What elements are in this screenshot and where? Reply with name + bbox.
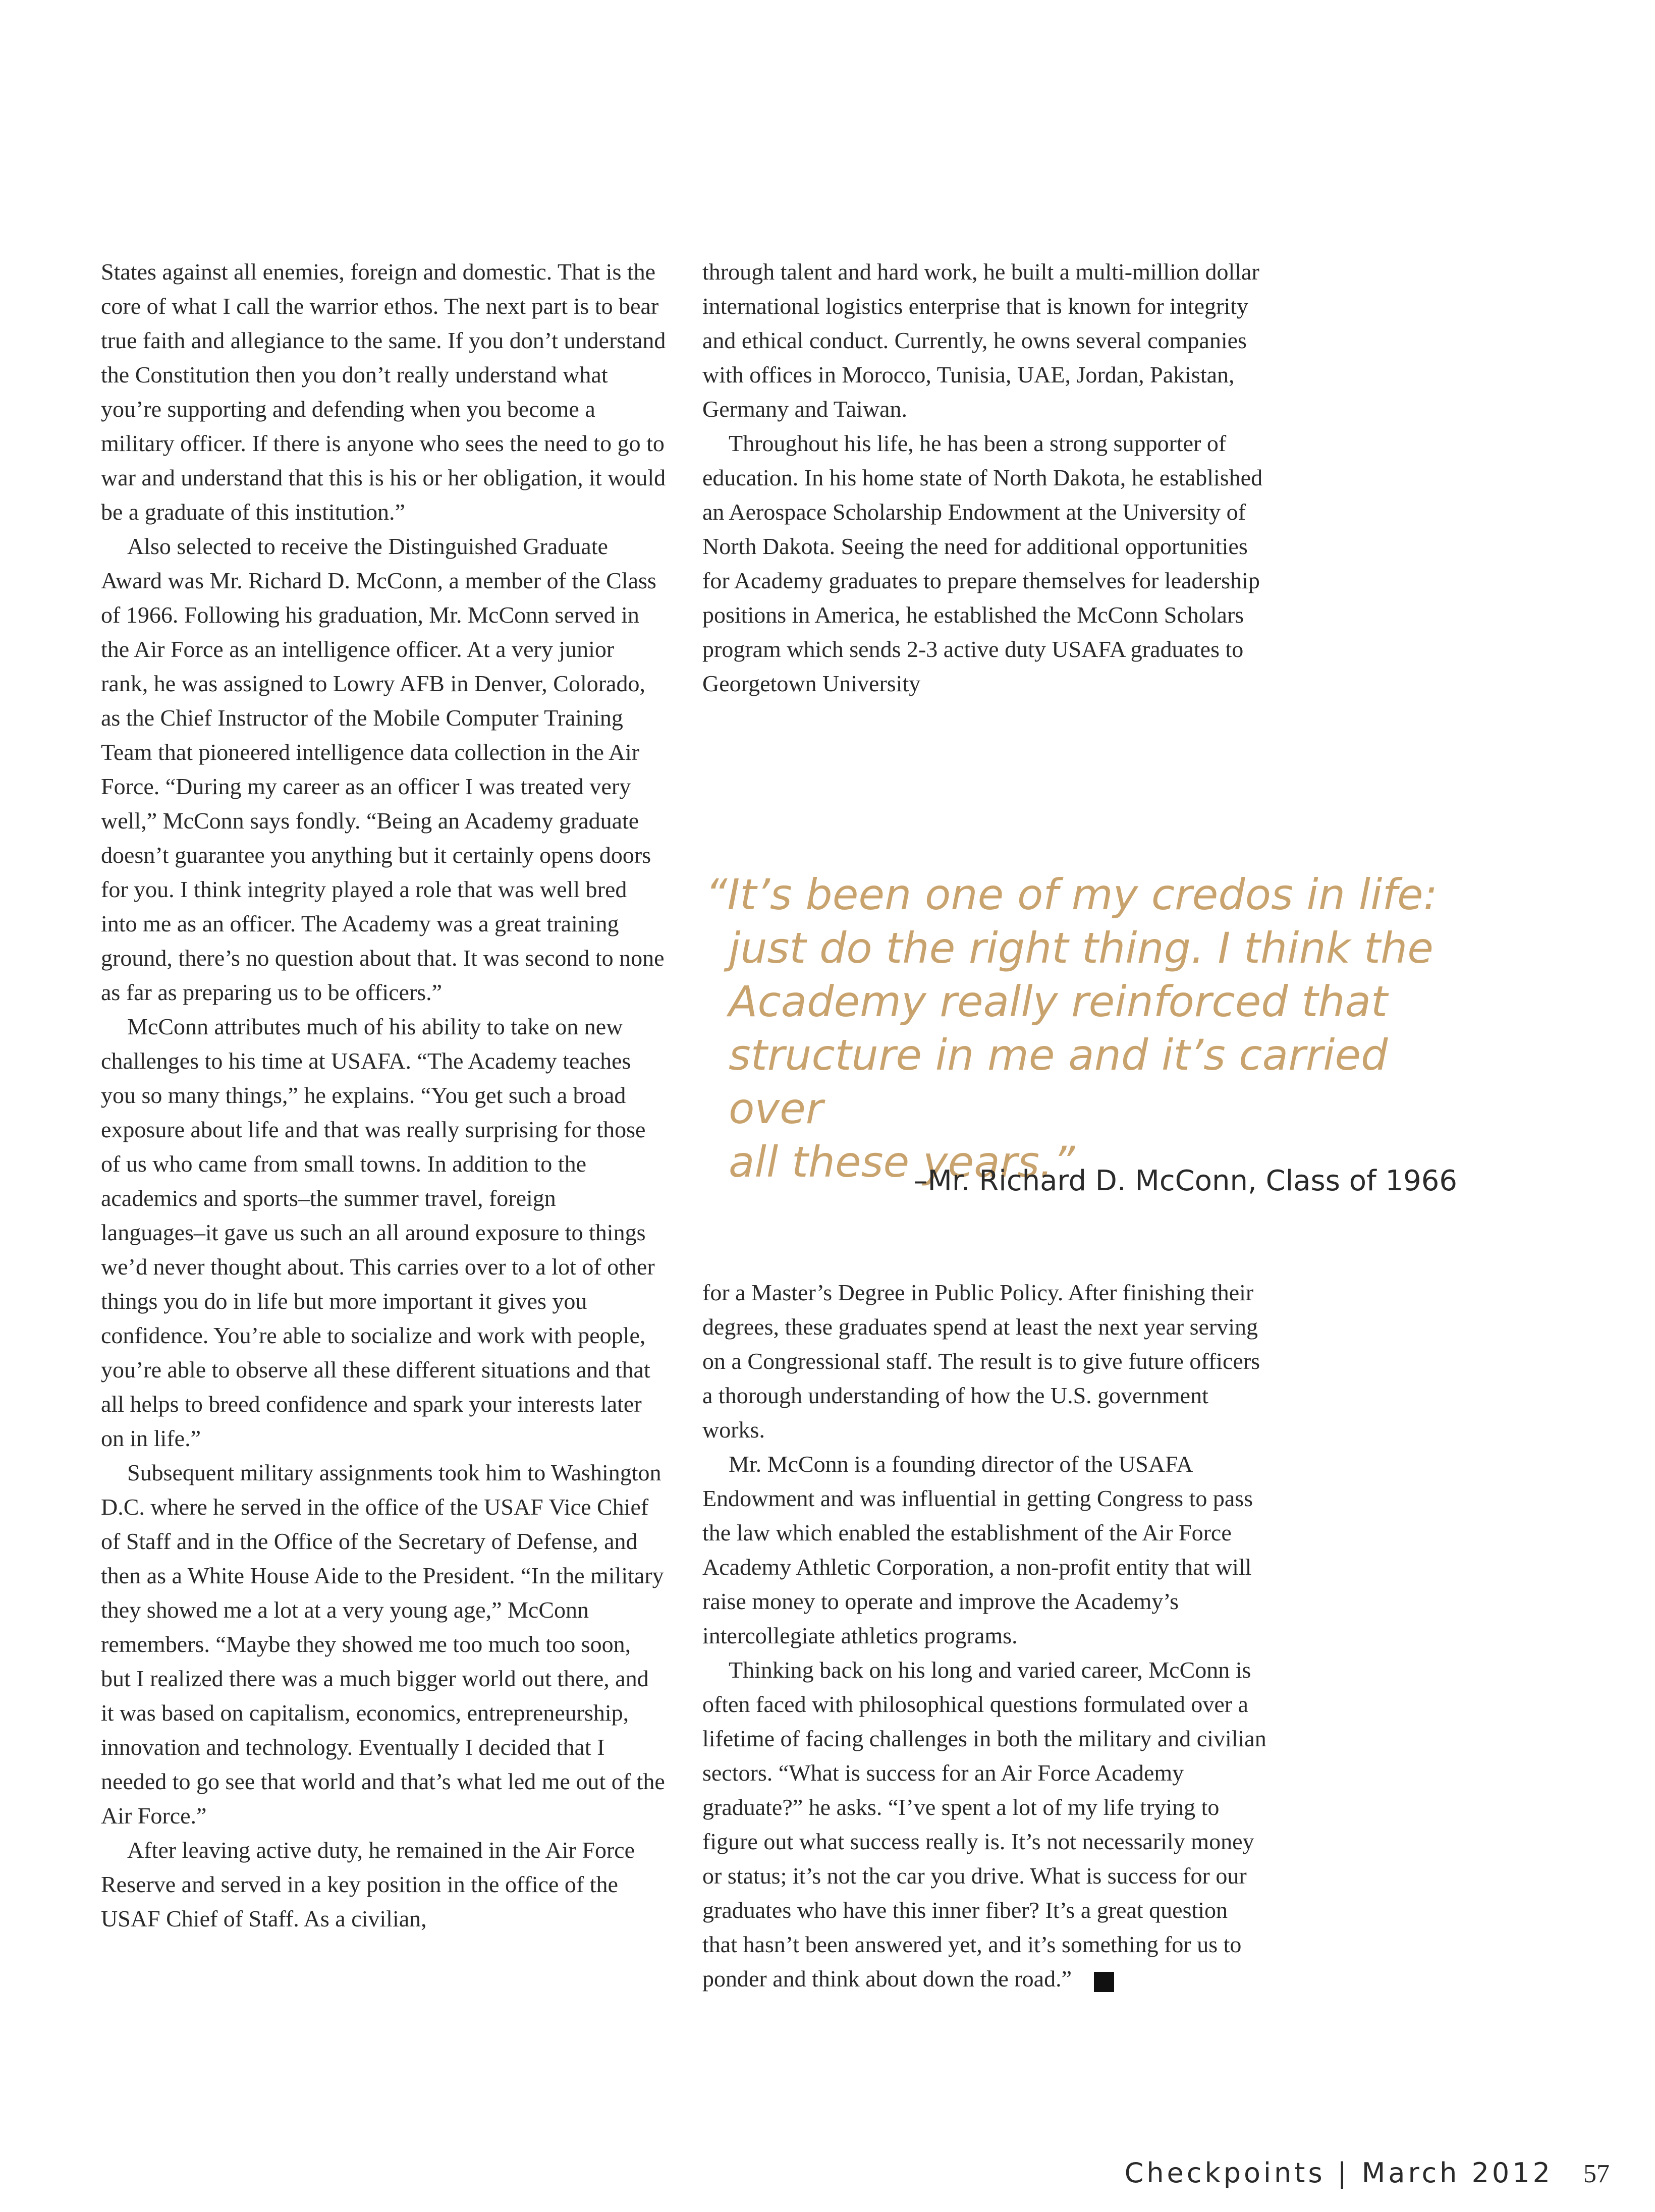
paragraph-text: Thinking back on his long and varied career, McConn is often faced with philosophical questions formulated over a lifetime of facing challenges in both the military and civilian sectors. “What is success for an Air Force Academy graduate?” he asks. “I’ve spent a lot of my life trying to figure out what success really is. It’s not necessarily money or status; it’s not the car you drive. What is success for our graduates who have this inner fiber? It’s a great question that hasn’t been answered yet, and it’s something for us to ponder and think about down the road.”: [702, 1657, 1266, 1992]
magazine-name: Checkpoints: [1124, 2157, 1326, 2189]
pull-quote-line: just do the right thing. I think the: [729, 923, 1433, 973]
footer-separator: |: [1337, 2157, 1350, 2189]
pull-quote-attribution: –Mr. Richard D. McConn, Class of 1966: [913, 1165, 1457, 1197]
pull-quote: [705, 868, 1493, 1189]
pull-quote-line: Academy really reinforced that: [729, 977, 1388, 1026]
page-number: 57: [1583, 2160, 1610, 2188]
end-of-article-check-icon: ✓: [1094, 1972, 1114, 1992]
paragraph: Throughout his life, he has been a strong supporter of education. In his home state of North Dakota, he established an Aerospace Scholarship Endowment at the University of North Dakota. Seeing the need for additional opportunities for Academy graduates to prepare themselves for leadership positions in America, he established the McConn Scholars program which sends 2-3 active duty USAFA graduates to Georgetown University: [702, 430, 1263, 696]
pull-quote-line: structure in me and it’s carried over: [729, 1030, 1388, 1133]
page-footer: [1125, 2157, 1610, 2189]
paragraph: through talent and hard work, he built a multi-million dollar international logistics enterprise that is known for integrity and ethical conduct. Currently, he owns several companies with offices in Morocco, Tunisia, UAE, Jordan, Pakistan, Germany and Taiwan.: [702, 259, 1259, 422]
paragraph: for a Master’s Degree in Public Policy. After finishing their degrees, these graduates spend at least the next year serving on a Congressional staff. The result is to give future officers a thorough understanding of how the U.S. government works.: [702, 1280, 1260, 1443]
paragraph-last: [702, 1653, 1267, 1996]
article-column-right-top: [702, 255, 1267, 701]
paragraph: Mr. McConn is a founding director of the USAFA Endowment and was influential in getting Congress to pass the law which enabled the establishment of the Air Force Academy Athletic Corporation, a non-profit entity that will raise money to operate and improve the Academy’s intercollegiate athletics programs.: [702, 1451, 1253, 1648]
paragraph: Subsequent military assignments took him to Washington D.C. where he served in the office of the USAF Vice Chief of Staff and in the Office of the Secretary of Defense, and then as a White House Aide to the President. “In the military they showed me a lot at a very young age,” McConn remembers. “Maybe they showed me too much too soon, but I realized there was a much bigger world out there, and it was based on capitalism, economics, entrepreneurship, innovation and technology. Eventually I decided that I needed to go see that world and that’s what led me out of the Air Force.”: [101, 1460, 665, 1829]
paragraph: After leaving active duty, he remained in the Air Force Reserve and served in a key position in the office of the USAF Chief of Staff. As a civilian,: [101, 1837, 635, 1931]
pull-quote-line: “It’s been one of my credos in life:: [705, 870, 1438, 919]
article-column-left: [101, 255, 666, 1936]
pull-quote-line: all these years.”: [729, 1137, 1075, 1187]
paragraph: States against all enemies, foreign and domestic. That is the core of what I call the warrior ethos. The next part is to bear true faith and allegiance to the same. If you don’t understand the Constitution then you don’t really understand what you’re supporting and defending when you become a military officer. If there is anyone who sees the need to go to war and understand that this is his or her obligation, it would be a graduate of this institution.”: [101, 259, 666, 525]
paragraph: Also selected to receive the Distinguished Graduate Award was Mr. Richard D. McConn, a member of the Class of 1966. Following his graduation, Mr. McConn served in the Air Force as an intelligence officer. At a very junior rank, he was assigned to Lowry AFB in Denver, Colorado, as the Chief Instructor of the Mobile Computer Training Team that pioneered intelligence data collection in the Air Force. “During my career as an officer I was treated very well,” McConn says fondly. “Being an Academy graduate doesn’t guarantee you anything but it certainly opens doors for you. I think integrity played a role that was well bred into me as an officer. The Academy was a great training ground, there’s no question about that. It was second to none as far as preparing us to be officers.”: [101, 533, 665, 1005]
article-column-right-bottom: [702, 1276, 1267, 1996]
issue-date: March 2012: [1361, 2157, 1553, 2189]
paragraph: McConn attributes much of his ability to take on new challenges to his time at USAFA. “The Academy teaches you so many things,” he explains. “You get such a broad exposure about life and that was really surprising for those of us who came from small towns. In addition to the academics and sports–the summer travel, foreign languages–it gave us such an all around exposure to things we’d never thought about. This carries over to a lot of other things you do in life but more important it gives you confidence. You’re able to socialize and work with people, you’re able to observe all these different situations and that all helps to breed confidence and spark your interests later on in life.”: [101, 1014, 655, 1451]
